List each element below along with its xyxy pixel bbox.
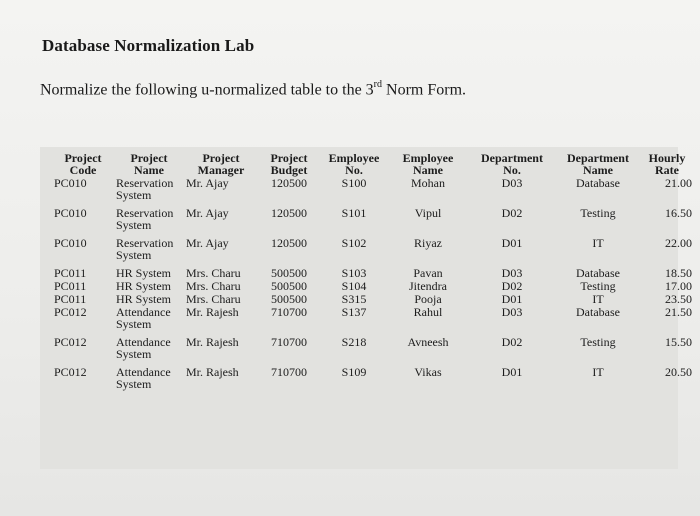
cell-project-name: Reservation System — [116, 206, 174, 232]
header-project-name: Project Name — [130, 151, 168, 177]
cell-hourly-rate: 23.50 — [665, 292, 692, 306]
cell-employee-no: S315 — [341, 292, 367, 306]
cell-project-manager: Mr. Rajesh — [186, 305, 239, 319]
cell-project-manager: Mr. Ajay — [186, 176, 229, 190]
cell-project-manager: Mr. Rajesh — [186, 365, 239, 379]
cell-department-name: Testing — [580, 335, 616, 349]
cell-project-code: PC011 — [54, 266, 87, 280]
table-row — [52, 231, 694, 261]
cell-project-code: PC011 — [54, 279, 87, 293]
cell-project-name: Reservation System — [116, 236, 174, 262]
instruction-before: Normalize the following u-normalized table to the 3 — [40, 81, 374, 99]
cell-project-code: PC012 — [54, 305, 87, 319]
cell-project-manager: Mr. Ajay — [186, 206, 229, 220]
cell-project-code: PC010 — [54, 206, 87, 220]
cell-project-name: Attendance System — [116, 365, 171, 391]
cell-employee-name: Jitendra — [409, 279, 447, 293]
table-row — [52, 330, 694, 360]
cell-employee-name: Vikas — [414, 365, 442, 379]
cell-project-budget: 710700 — [271, 305, 307, 319]
cell-project-code: PC012 — [54, 335, 87, 349]
cell-department-name: Testing — [580, 206, 616, 220]
header-department-name: Department Name — [567, 151, 629, 177]
cell-project-name: HR System — [116, 292, 172, 306]
header-project-budget: Project Budget — [270, 151, 308, 177]
cell-employee-no: S218 — [341, 335, 367, 349]
cell-project-manager: Mrs. Charu — [186, 292, 241, 306]
cell-project-budget: 120500 — [271, 206, 307, 220]
cell-project-budget: 120500 — [271, 236, 307, 250]
cell-project-budget: 120500 — [271, 176, 307, 190]
cell-hourly-rate: 18.50 — [665, 266, 692, 280]
cell-employee-name: Vipul — [414, 206, 442, 220]
cell-department-no: D03 — [501, 305, 523, 319]
header-employee-no: Employee No. — [328, 151, 380, 177]
cell-department-no: D03 — [501, 176, 523, 190]
cell-project-code: PC011 — [54, 292, 87, 306]
cell-department-no: D02 — [501, 206, 523, 220]
instruction-text — [40, 80, 466, 99]
cell-employee-name: Pavan — [413, 266, 443, 280]
cell-project-manager: Mrs. Charu — [186, 279, 241, 293]
cell-project-name: Reservation System — [116, 176, 174, 202]
cell-project-budget: 500500 — [271, 279, 307, 293]
cell-project-name: HR System — [116, 279, 172, 293]
table-row — [52, 360, 694, 390]
cell-project-name: Attendance System — [116, 305, 171, 331]
cell-project-budget: 710700 — [271, 365, 307, 379]
cell-employee-no: S102 — [341, 236, 367, 250]
table-header-row — [52, 152, 694, 176]
header-project-code: Project Code — [64, 151, 102, 177]
cell-project-code: PC010 — [54, 176, 87, 190]
unnormalized-table — [52, 152, 694, 390]
cell-employee-no: S109 — [341, 365, 367, 379]
cell-department-no: D01 — [501, 365, 523, 379]
cell-project-manager: Mrs. Charu — [186, 266, 241, 280]
cell-employee-name: Avneesh — [407, 335, 449, 349]
header-hourly-rate: Hourly Rate — [648, 151, 686, 177]
cell-project-manager: Mr. Ajay — [186, 236, 229, 250]
cell-employee-no: S103 — [341, 266, 367, 280]
cell-employee-no: S100 — [341, 176, 367, 190]
cell-project-manager: Mr. Rajesh — [186, 335, 239, 349]
cell-hourly-rate: 17.00 — [665, 279, 692, 293]
table-row — [52, 292, 694, 305]
cell-department-no: D02 — [501, 335, 523, 349]
cell-project-name: Attendance System — [116, 335, 171, 361]
cell-project-budget: 500500 — [271, 266, 307, 280]
cell-employee-name: Mohan — [411, 176, 445, 190]
cell-department-no: D01 — [501, 236, 523, 250]
cell-hourly-rate: 16.50 — [665, 206, 692, 220]
cell-employee-name: Pooja — [414, 292, 442, 306]
cell-employee-no: S101 — [341, 206, 367, 220]
table-row — [52, 176, 694, 201]
table-row — [52, 305, 694, 330]
cell-hourly-rate: 15.50 — [665, 335, 692, 349]
cell-employee-name: Rahul — [413, 305, 443, 319]
cell-project-name: HR System — [116, 266, 172, 280]
cell-department-name: Testing — [580, 279, 616, 293]
table-row — [52, 261, 694, 279]
cell-employee-no: S137 — [341, 305, 367, 319]
cell-department-name: IT — [592, 236, 604, 250]
cell-hourly-rate: 21.50 — [665, 305, 692, 319]
table-row — [52, 279, 694, 292]
cell-project-code: PC010 — [54, 236, 87, 250]
cell-department-name: IT — [592, 365, 604, 379]
cell-department-name: Database — [576, 266, 620, 280]
document-title: Database Normalization Lab — [42, 36, 255, 55]
cell-project-budget: 710700 — [271, 335, 307, 349]
header-department-no: Department No. — [481, 151, 543, 177]
cell-department-no: D03 — [501, 266, 523, 280]
cell-hourly-rate: 22.00 — [665, 236, 692, 250]
header-employee-name: Employee Name — [402, 151, 454, 177]
cell-department-no: D01 — [501, 292, 523, 306]
cell-employee-no: S104 — [341, 279, 367, 293]
cell-hourly-rate: 20.50 — [665, 365, 692, 379]
cell-department-name: Database — [576, 305, 620, 319]
instruction-after: Norm Form. — [382, 81, 467, 99]
instruction-superscript: rd — [373, 79, 383, 90]
cell-project-code: PC012 — [54, 365, 87, 379]
cell-department-name: Database — [576, 176, 620, 190]
cell-hourly-rate: 21.00 — [665, 176, 692, 190]
header-project-manager: Project Manager — [197, 151, 245, 177]
table-row — [52, 201, 694, 231]
cell-project-budget: 500500 — [271, 292, 307, 306]
cell-employee-name: Riyaz — [414, 236, 442, 250]
cell-department-no: D02 — [501, 279, 523, 293]
cell-department-name: IT — [592, 292, 604, 306]
